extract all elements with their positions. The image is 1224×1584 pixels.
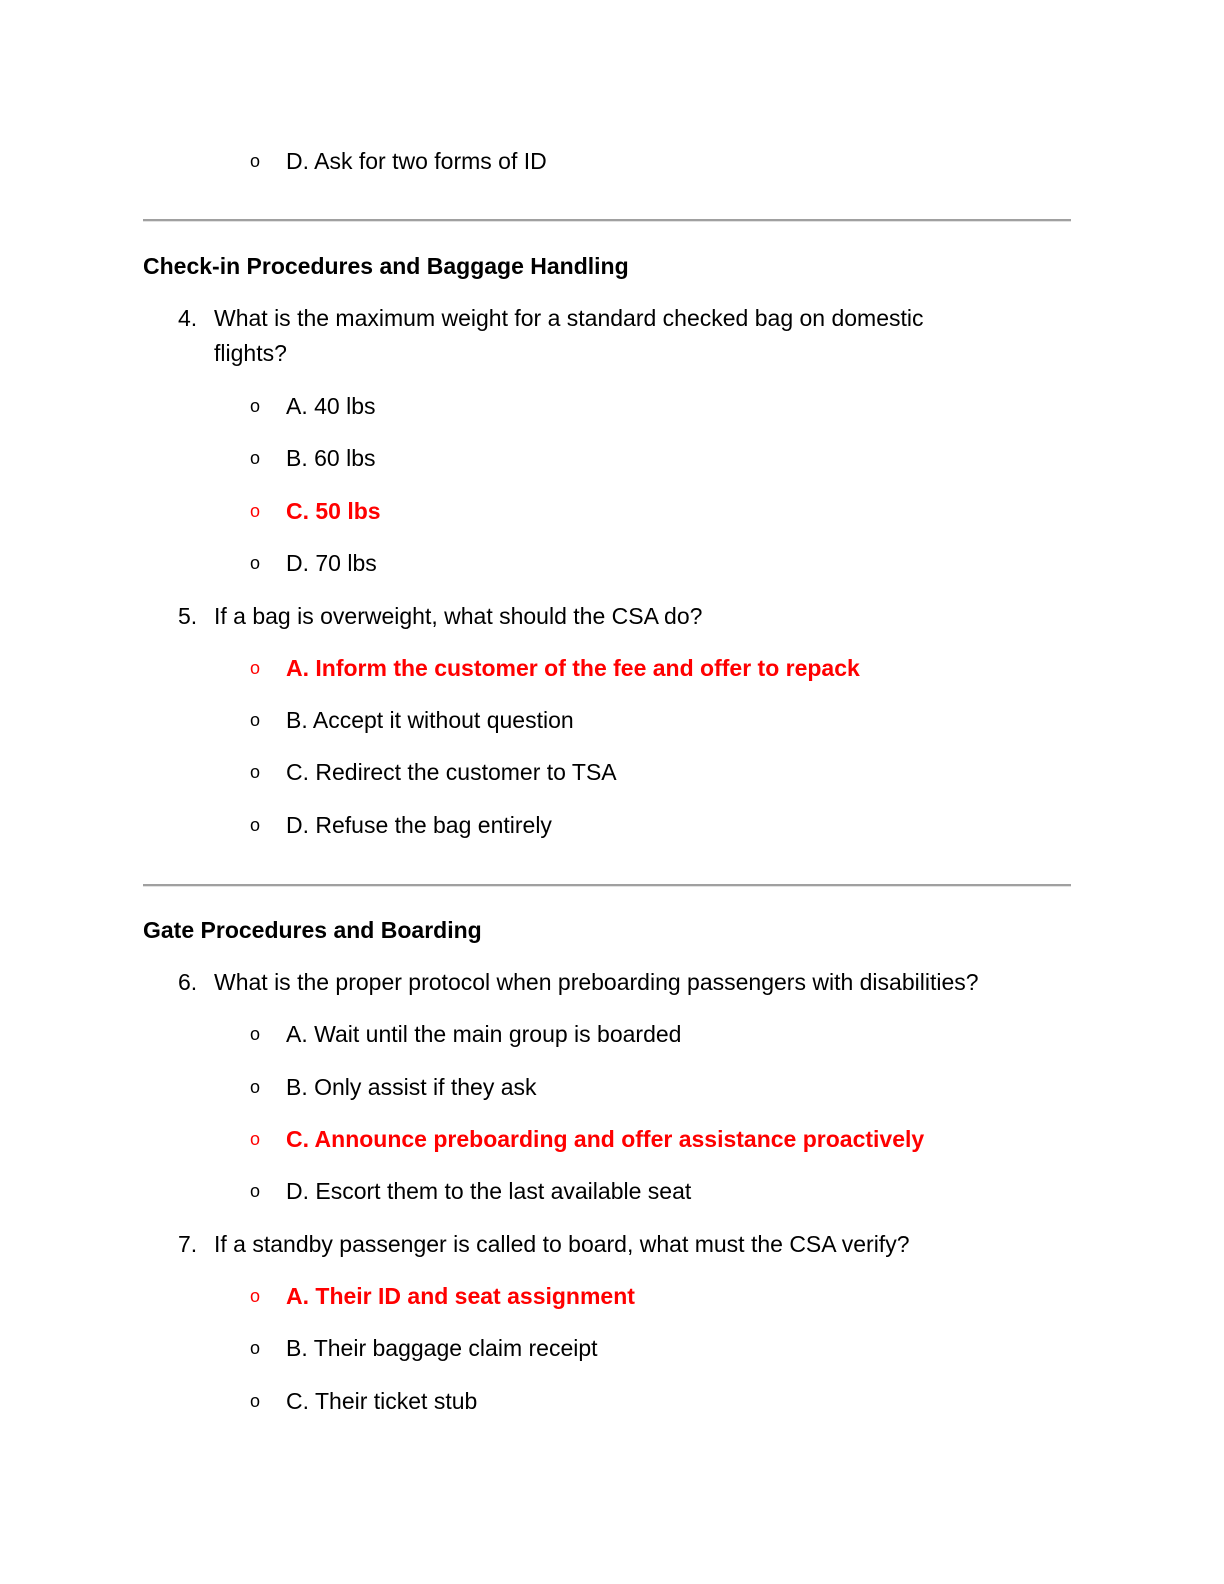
option-text: D. Refuse the bag entirely [286,812,552,838]
section-divider [143,884,1071,887]
bullet-icon: o [250,501,261,521]
option-text: C. Redirect the customer to TSA [286,759,617,785]
section-heading-gate: Gate Procedures and Boarding [143,917,482,943]
bullet-icon: o [250,815,261,835]
option-text: B. 60 lbs [286,445,376,471]
bullet-icon: o [250,1024,261,1044]
bullet-icon: o [250,1077,261,1097]
option-text: A. Inform the customer of the fee and offer to repack [286,655,860,681]
option-text: B. Their baggage claim receipt [286,1335,598,1361]
question-number: 5. [178,603,198,629]
option-text: A. Wait until the main group is boarded [286,1021,682,1047]
bullet-icon: o [250,1286,261,1306]
option-text: C. Announce preboarding and offer assistance proactively [286,1126,925,1152]
option-text: B. Only assist if they ask [286,1074,537,1100]
bullet-icon: o [250,553,261,573]
question-number: 6. [178,969,198,995]
bullet-icon: o [250,1181,261,1201]
bullet-icon: o [250,1391,261,1411]
question-number: 4. [178,305,198,331]
option-text: A. Their ID and seat assignment [286,1283,635,1309]
bullet-icon: o [250,762,261,782]
bullet-icon: o [250,151,261,171]
option-text: C. 50 lbs [286,498,381,524]
question-text: If a bag is overweight, what should the CSA do? [214,603,703,629]
bullet-icon: o [250,1129,261,1149]
question-text: flights? [214,340,287,366]
bullet-icon: o [250,710,261,730]
option-text: C. Their ticket stub [286,1388,478,1414]
question-text: If a standby passenger is called to board, what must the CSA verify? [214,1231,910,1257]
option-text: D. 70 lbs [286,550,377,576]
section-divider [143,219,1071,222]
bullet-icon: o [250,1338,261,1358]
question-text: What is the proper protocol when preboarding passengers with disabilities? [214,969,979,995]
question-number: 7. [178,1231,198,1257]
bullet-icon: o [250,396,261,416]
option-text: A. 40 lbs [286,393,376,419]
section-heading-checkin: Check-in Procedures and Baggage Handling [143,253,629,279]
option-text: B. Accept it without question [286,707,574,733]
bullet-icon: o [250,658,261,678]
option-text: D. Escort them to the last available seat [286,1178,692,1204]
option-text: D. Ask for two forms of ID [286,148,547,174]
question-text: What is the maximum weight for a standard checked bag on domestic [214,305,924,331]
bullet-icon: o [250,448,261,468]
